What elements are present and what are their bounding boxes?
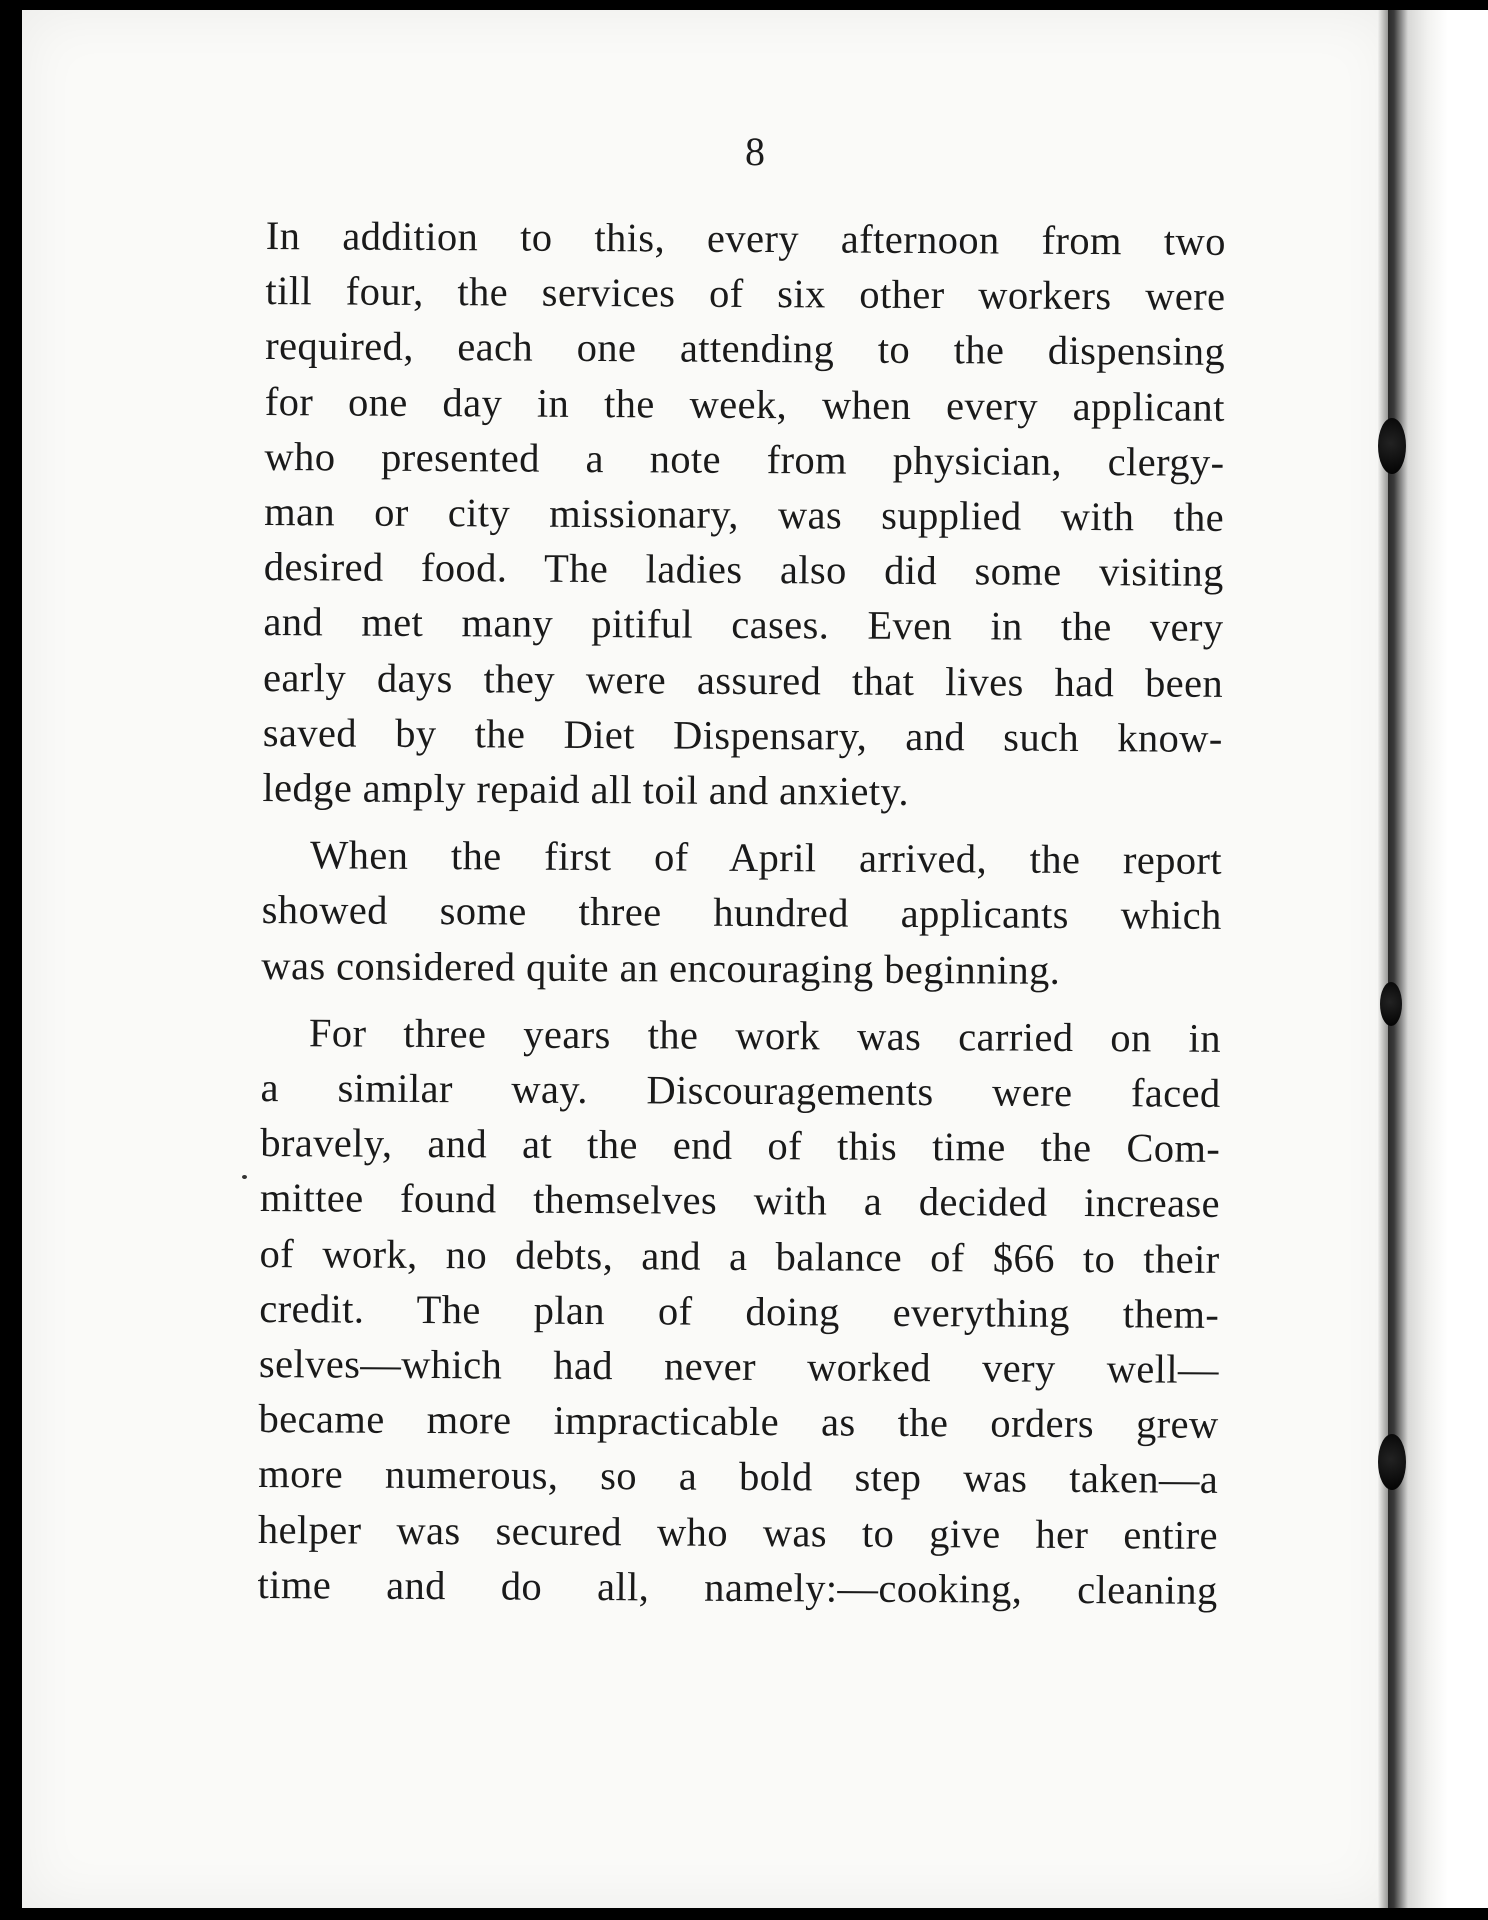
text-line: of work, no debts, and a balance of $66 to their — [259, 1230, 1220, 1282]
paragraph-2 — [261, 827, 1222, 998]
ink-speck — [242, 1175, 247, 1179]
text-line: a similar way. Discouragements were faced — [260, 1065, 1221, 1116]
text-line: man or city missionary, was supplied with the — [264, 489, 1225, 540]
text-line: For three years the work was carried on in — [308, 1010, 1222, 1061]
text-line: became more impracticable as the orders grew — [258, 1396, 1219, 1448]
text-line: bravely, and at the end of this time the Com- — [260, 1120, 1221, 1172]
staple-middle — [1380, 982, 1402, 1026]
text-line: showed some three hundred applicants which — [261, 887, 1222, 939]
binding-edge — [1388, 10, 1488, 1908]
text-line: In addition to this, every afternoon from two — [265, 212, 1226, 264]
text-line: credit. The plan of doing everything them- — [259, 1285, 1220, 1337]
body-text — [257, 208, 1226, 1618]
text-line: and met many pitiful cases. Even in the very — [263, 599, 1224, 651]
paragraph-1 — [262, 208, 1226, 821]
text-line: required, each one attending to the dispensing — [265, 323, 1226, 375]
page-number: 8 — [745, 129, 765, 174]
text-line: saved by the Diet Dispensary, and such know- — [262, 709, 1223, 761]
text-line: who presented a note from physician, clergy- — [264, 433, 1225, 485]
text-line: When the first of April arrived, the report — [309, 832, 1223, 884]
text-line: desired food. The ladies also did some visiting — [263, 544, 1224, 596]
text-line: time and do all, namely:—cooking, cleaning — [257, 1561, 1218, 1613]
text-line: early days they were assured that lives had been — [262, 654, 1224, 706]
text-line: more numerous, so a bold step was taken—a — [258, 1451, 1219, 1503]
text-line: till four, the services of six other workers were — [265, 268, 1226, 320]
text-line: mittee found themselves with a decided increase — [259, 1175, 1221, 1227]
text-line: ledge amply repaid all toil and anxiety. — [262, 765, 910, 814]
paragraph-3 — [257, 1005, 1221, 1618]
text-line: helper was secured who was to give her entire — [257, 1506, 1219, 1558]
staple-bottom — [1378, 1434, 1406, 1490]
text-line: was considered quite an encouraging beginning. — [261, 942, 1061, 993]
text-line: selves—which had never worked very well— — [258, 1341, 1220, 1392]
text-line: for one day in the week, when every applicant — [264, 378, 1225, 430]
staple-top — [1378, 418, 1406, 474]
